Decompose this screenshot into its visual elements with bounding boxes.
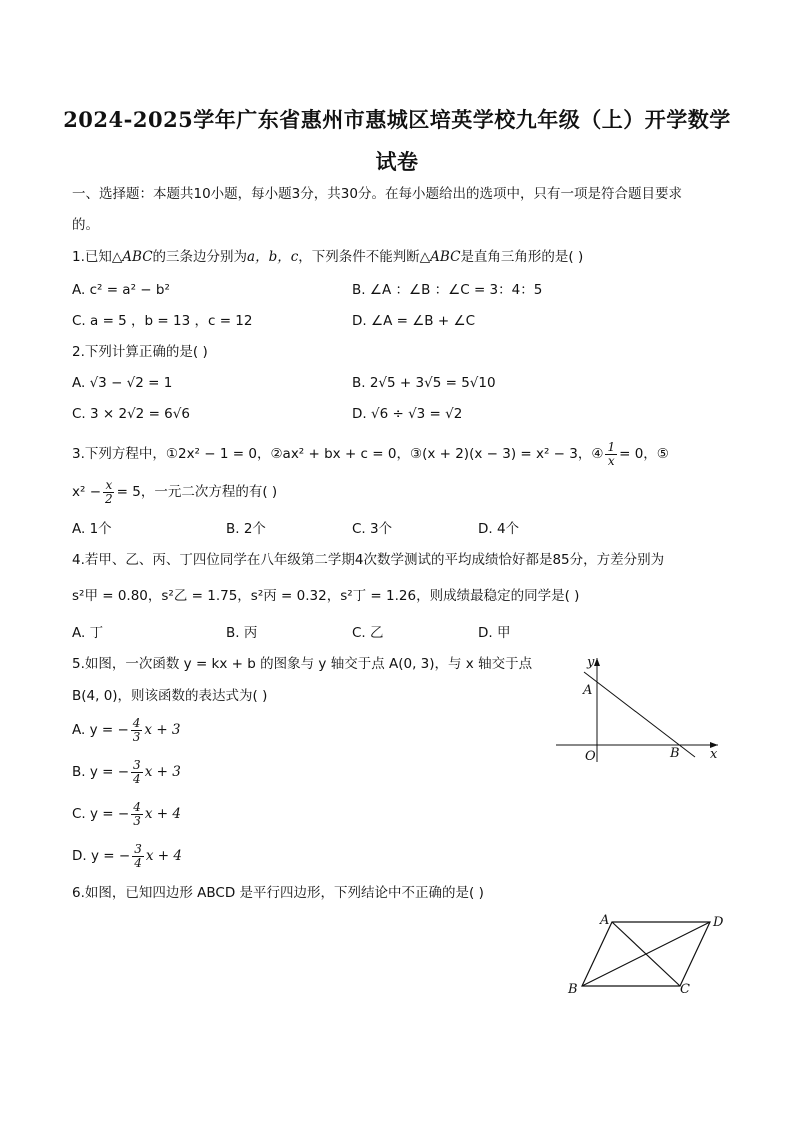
point-a-label: A <box>583 683 593 698</box>
question-3-stem-line1 <box>72 440 669 468</box>
diagonal-bd <box>582 922 710 986</box>
q3-fraction-1 <box>605 441 617 468</box>
y-axis-arrow <box>594 658 600 666</box>
question-3-stem-line2 <box>72 478 277 506</box>
q5-a-post: x + 3 <box>144 722 181 738</box>
q1-option-a: A. c² = a² − b² <box>72 282 170 298</box>
question-5-stem-line2: B(4, 0)，则该函数的表达式为( ) <box>72 688 268 704</box>
q5-c-fraction <box>131 801 143 828</box>
q3-fraction-2 <box>103 479 115 506</box>
q5-b-num: 3 <box>133 757 141 772</box>
q5-option-d <box>72 842 182 870</box>
q1-stem-c: 的三条边分别为 <box>152 249 248 265</box>
function-line <box>584 672 695 757</box>
q5-d-num: 3 <box>134 841 142 856</box>
section-heading-line1: 一、选择题：本题共10小题，每小题3分，共30分。在每小题给出的选项中，只有一项是符合题目要求 <box>72 186 682 202</box>
q6-parallelogram-figure <box>562 910 732 1002</box>
q5-d-pre: D. y = − <box>72 848 131 864</box>
q1-stem-f: △ABC <box>419 249 461 265</box>
q3-frac2-den: 2 <box>105 491 113 506</box>
q2-option-b: B. 2√5 + 3√5 = 5√10 <box>352 375 496 391</box>
q5-d-den: 4 <box>134 855 142 870</box>
q2-option-c: C. 3 × 2√2 = 6√6 <box>72 406 190 422</box>
q1-stem-a: 1.已知 <box>72 249 112 265</box>
section-heading-line2: 的。 <box>72 217 99 233</box>
q3-stem-b: = 0，⑤ <box>619 446 669 462</box>
q3-frac2-num: x <box>105 477 113 492</box>
q5-a-num: 4 <box>132 715 141 730</box>
vertex-a-label: A <box>600 913 610 928</box>
q1-stem-e: ，下列条件不能判断 <box>298 249 420 265</box>
q1-stem-b: △ABC <box>111 249 153 265</box>
q3-line2-b: = 5，一元二次方程的有( ) <box>116 484 278 500</box>
q5-d-fraction <box>132 843 144 870</box>
q5-c-den: 3 <box>133 813 141 828</box>
vertex-d-label: D <box>713 915 724 930</box>
q1-stem-g: 是直角三角形的是( ) <box>460 249 584 265</box>
q5-a-fraction <box>131 717 143 744</box>
q3-stem-a: 3.下列方程中，①2x² − 1 = 0，②ax² + bx + c = 0，③(x + 2)(x − 3) = x² − 3，④ <box>72 446 604 462</box>
q1-option-d: D. ∠A = ∠B + ∠C <box>352 313 475 329</box>
q5-c-num: 4 <box>133 799 141 814</box>
exam-title-line1: 2024-2025学年广东省惠州市惠城区培英学校九年级（上）开学数学 <box>63 107 731 132</box>
q2-option-a: A. √3 − √2 = 1 <box>72 375 173 391</box>
q3-frac1-num: 1 <box>607 439 616 454</box>
q1-stem-d: a，b，c <box>247 249 299 265</box>
q2-option-d: D. √6 ÷ √3 = √2 <box>352 406 463 422</box>
q5-function-graph <box>550 650 730 770</box>
question-4-stem-line2: s²甲 = 0.80，s²乙 = 1.75，s²丙 = 0.32，s²丁 = 1.26，则成绩最稳定的同学是( ) <box>72 588 580 604</box>
q4-option-c: C. 乙 <box>352 625 384 641</box>
q5-a-den: 3 <box>132 729 141 744</box>
q5-d-post: x + 4 <box>145 848 182 864</box>
q5-b-den: 4 <box>133 771 141 786</box>
question-5-stem-line1: 5.如图，一次函数 y = kx + b 的图象与 y 轴交于点 A(0, 3)，与 x 轴交于点 <box>72 656 533 672</box>
exam-title-line2: 试卷 <box>375 149 419 174</box>
q4-option-b: B. 丙 <box>226 625 258 641</box>
q5-a-pre: A. y = − <box>72 722 129 738</box>
q5-c-pre: C. y = − <box>72 806 130 822</box>
q4-option-d: D. 甲 <box>478 625 511 641</box>
q5-b-fraction <box>131 759 143 786</box>
q3-frac1-den: x <box>607 453 615 468</box>
y-axis-label: y <box>587 655 595 670</box>
q5-option-b <box>72 758 181 786</box>
x-axis-label: x <box>710 747 718 762</box>
q1-option-b: B. ∠A ：∠B ：∠C = 3：4：5 <box>352 282 543 298</box>
q1-option-c: C. a = 5 ，b = 13 ，c = 12 <box>72 313 253 329</box>
vertex-b-label: B <box>568 982 578 997</box>
q3-option-a: A. 1个 <box>72 521 112 537</box>
q5-b-post: x + 3 <box>144 764 181 780</box>
origin-label: O <box>585 749 596 764</box>
q5-option-c <box>72 800 181 828</box>
q5-c-post: x + 4 <box>144 806 181 822</box>
q3-option-c: C. 3个 <box>352 521 393 537</box>
point-b-label: B <box>670 746 680 761</box>
q5-b-pre: B. y = − <box>72 764 130 780</box>
q3-line2-a: x² − <box>72 484 102 500</box>
q3-option-b: B. 2个 <box>226 521 266 537</box>
question-2-stem: 2.下列计算正确的是( ) <box>72 344 208 360</box>
q4-option-a: A. 丁 <box>72 625 104 641</box>
question-4-stem-line1: 4.若甲、乙、丙、丁四位同学在八年级第二学期4次数学测试的平均成绩恰好都是85分，方差分别为 <box>72 552 665 568</box>
q3-option-d: D. 4个 <box>478 521 520 537</box>
vertex-c-label: C <box>680 982 690 997</box>
question-6-stem: 6.如图，已知四边形 ABCD 是平行四边形，下列结论中不正确的是( ) <box>72 885 484 901</box>
q5-option-a <box>72 716 181 744</box>
question-1-stem <box>72 248 583 266</box>
